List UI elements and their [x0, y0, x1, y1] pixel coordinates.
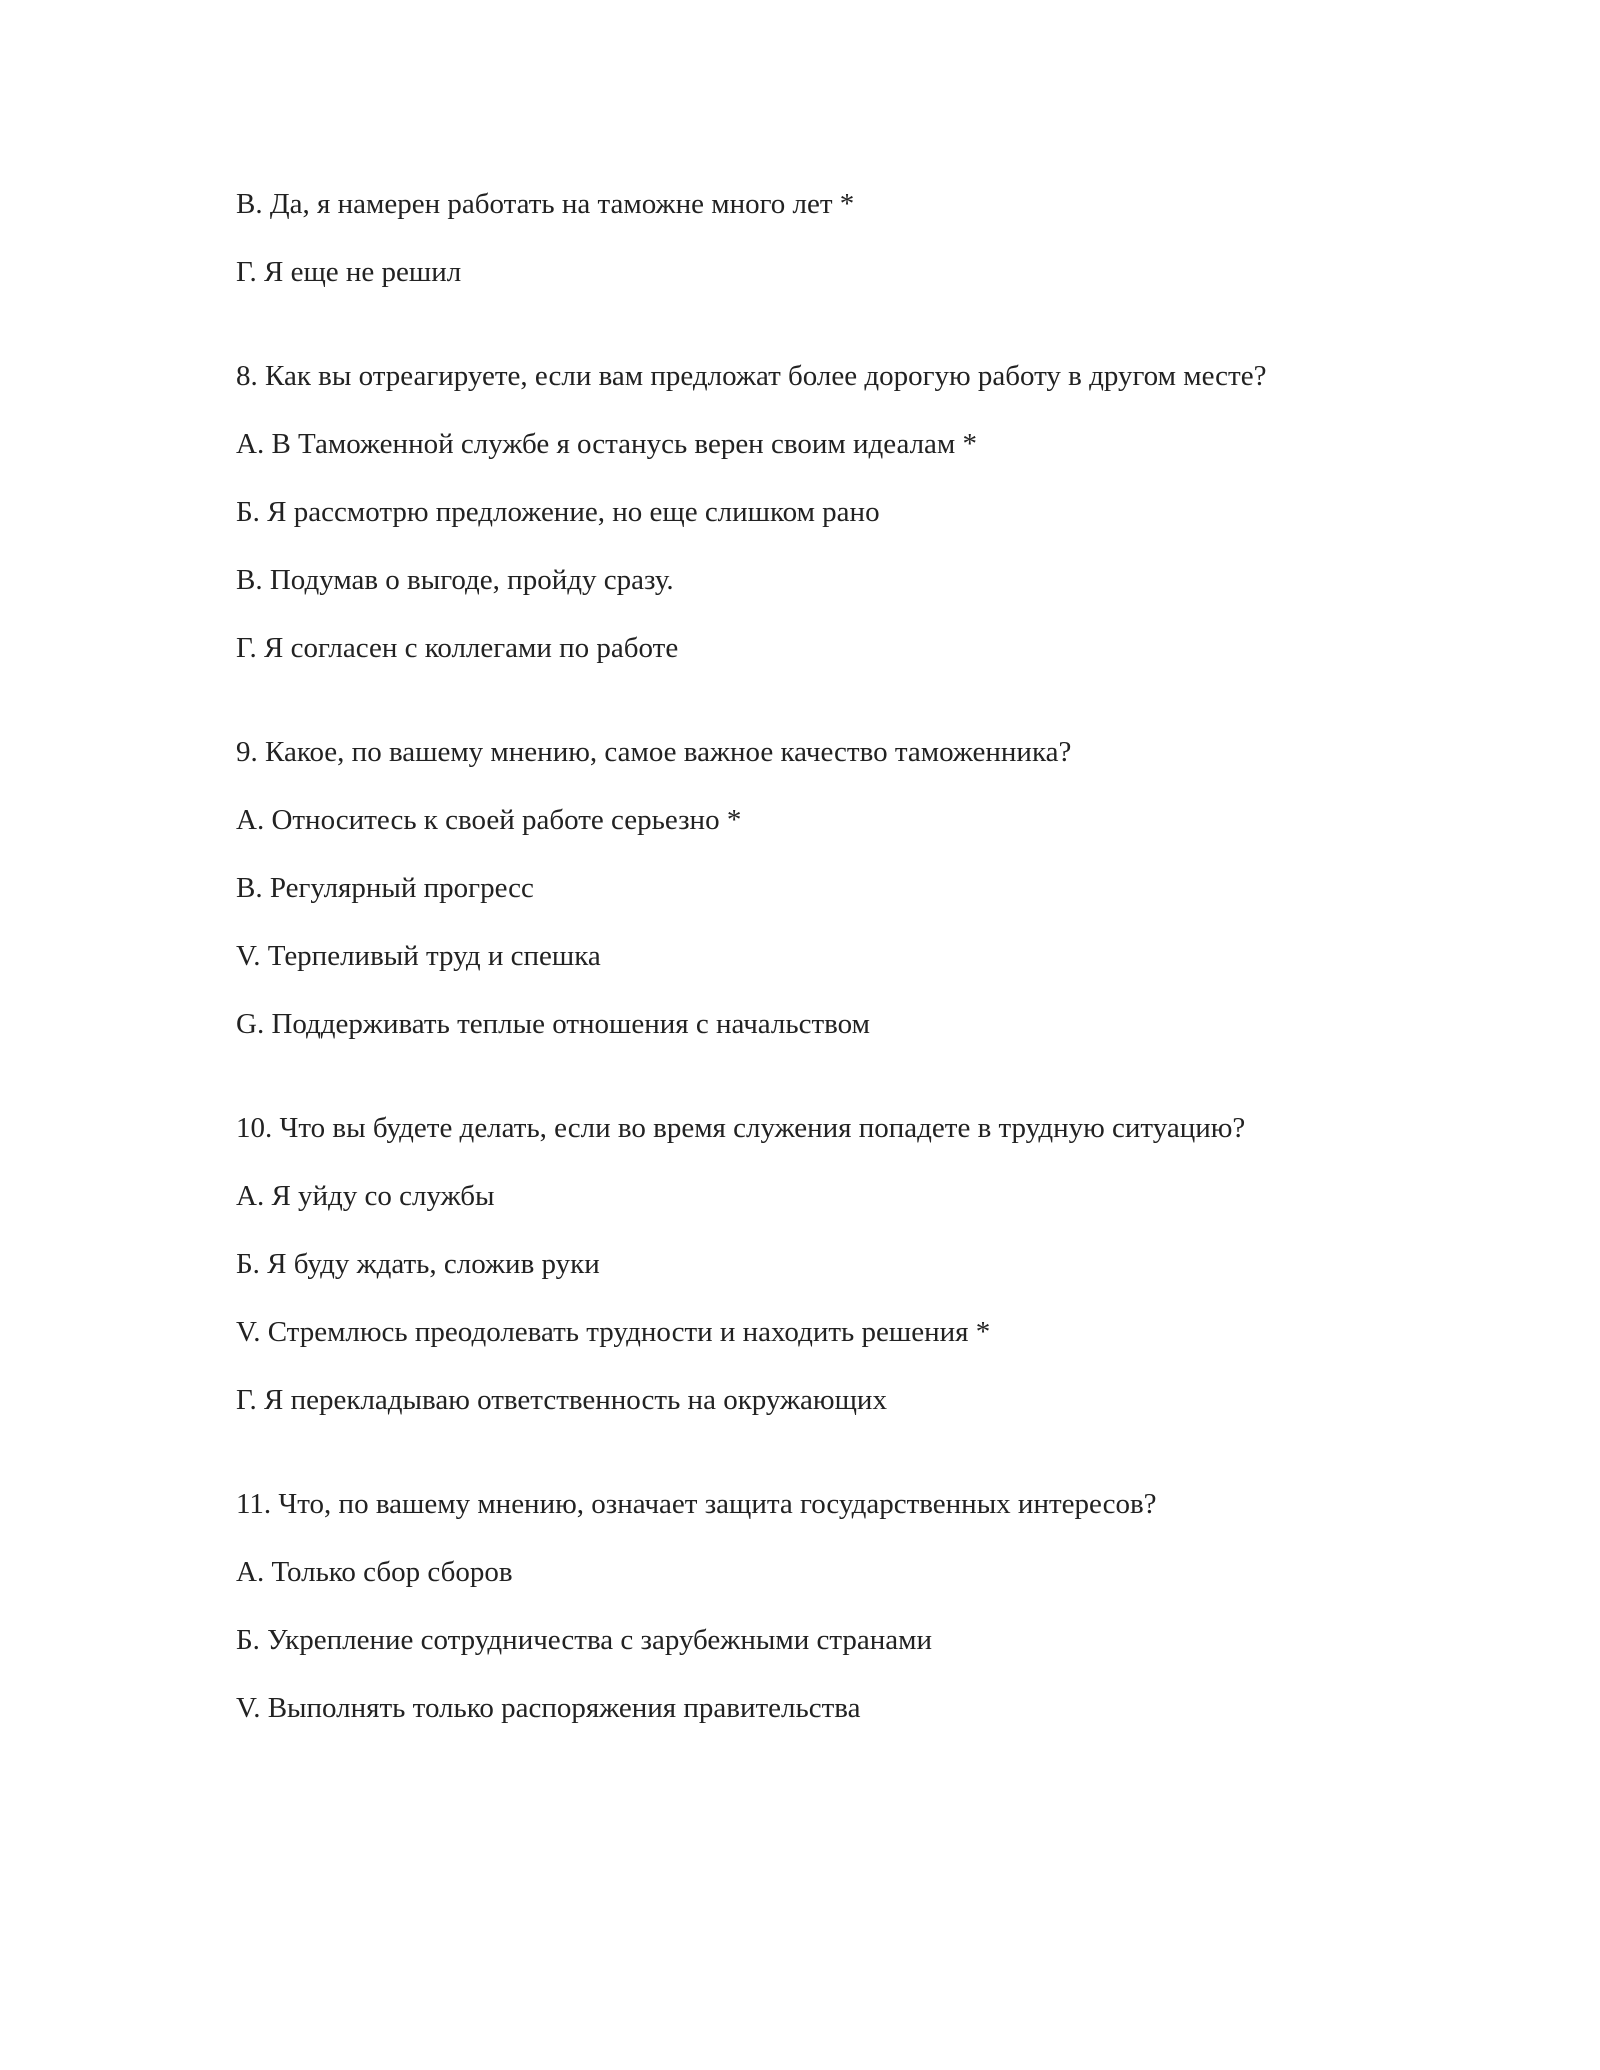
answer-option: Б. Я рассмотрю предложение, но еще слишком рано [236, 496, 880, 528]
answer-option: V. Терпеливый труд и спешка [236, 940, 601, 972]
answer-option: Б. Я буду ждать, сложив руки [236, 1248, 600, 1280]
answer-option: А. Я уйду со службы [236, 1180, 495, 1212]
answer-option: В. Да, я намерен работать на таможне много лет * [236, 188, 855, 220]
question-block-8 [236, 358, 1476, 666]
document-body [236, 186, 1476, 1758]
answer-option: А. В Таможенной службе я останусь верен своим идеалам * [236, 428, 978, 460]
answer-option: Г. Я перекладываю ответственность на окружающих [236, 1384, 887, 1416]
answer-option: В. Регулярный прогресс [236, 872, 534, 904]
question-text: 10. Что вы будете делать, если во время служения попадете в трудную ситуацию? [236, 1112, 1246, 1144]
question-text: 9. Какое, по вашему мнению, самое важное качество таможенника? [236, 736, 1072, 768]
answer-option: А. Только сбор сборов [236, 1556, 513, 1588]
question-block-11 [236, 1486, 1476, 1726]
answer-option: А. Относитесь к своей работе серьезно * [236, 804, 742, 836]
answer-option: Г. Я еще не решил [236, 256, 462, 288]
answer-option: Г. Я согласен с коллегами по работе [236, 632, 679, 664]
question-text: 8. Как вы отреагируете, если вам предложат более дорогую работу в другом месте? [236, 360, 1267, 392]
answer-option: V. Стремлюсь преодолевать трудности и находить решения * [236, 1316, 991, 1348]
answer-option: V. Выполнять только распоряжения правительства [236, 1692, 861, 1724]
previous-question-options [236, 186, 1476, 290]
answer-option: Б. Укрепление сотрудничества с зарубежными странами [236, 1624, 932, 1656]
answer-option: G. Поддерживать теплые отношения с начальством [236, 1008, 870, 1040]
question-text: 11. Что, по вашему мнению, означает защита государственных интересов? [236, 1488, 1157, 1520]
question-block-10 [236, 1110, 1476, 1418]
question-block-9 [236, 734, 1476, 1042]
answer-option: В. Подумав о выгоде, пройду сразу. [236, 564, 674, 596]
